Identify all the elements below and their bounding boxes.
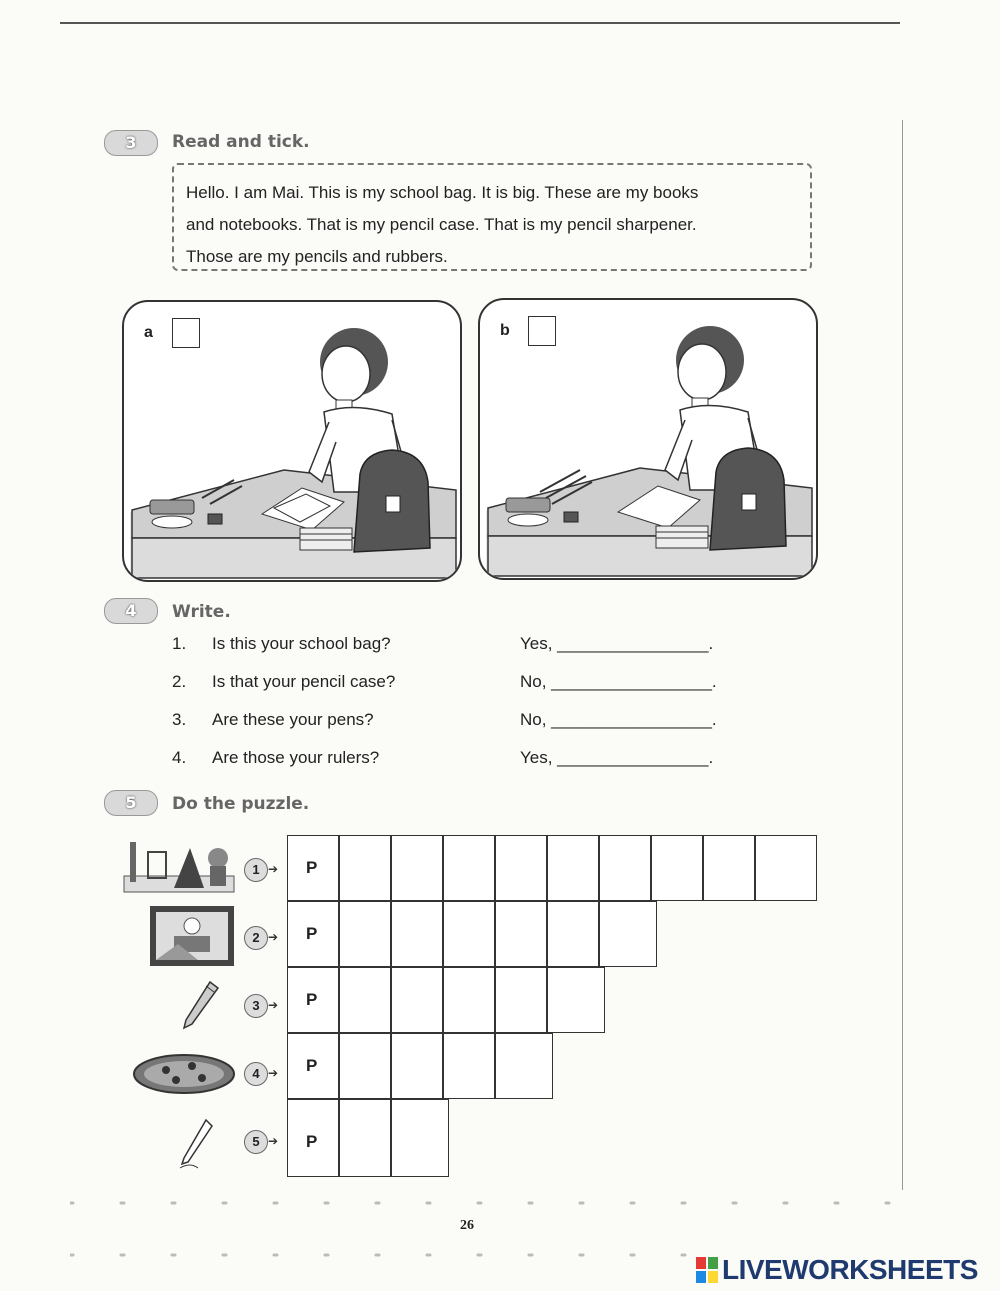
puzzle-cell[interactable] (599, 835, 651, 901)
question-number: 1. (172, 634, 187, 653)
dotted-border (70, 1200, 900, 1206)
row-number: 3 (244, 994, 268, 1018)
answer-blank[interactable]: No, _________________. (520, 710, 717, 729)
tick-box-b[interactable] (528, 316, 556, 346)
right-margin-rule (902, 120, 903, 1190)
pen-icon (176, 1118, 216, 1172)
logo-text: LIVEWORKSHEETS (722, 1254, 978, 1285)
question-number: 4. (172, 748, 187, 767)
puzzle-cell[interactable] (287, 1099, 339, 1177)
page-number: 26 (460, 1218, 474, 1233)
section-number-badge: 3 (104, 130, 158, 156)
puzzle-cell[interactable] (547, 967, 605, 1033)
question-row (172, 672, 717, 692)
row-number: 5 (244, 1130, 268, 1154)
section-title-write: Write. (172, 602, 231, 622)
puzzle-cell[interactable] (287, 967, 339, 1033)
passage-line: Those are my pencils and rubbers. (186, 247, 448, 266)
liveworksheets-logo (696, 1254, 978, 1286)
given-letter: P (306, 1132, 318, 1151)
puzzle-cell[interactable] (339, 1099, 391, 1177)
puzzle-cell[interactable] (443, 835, 495, 901)
question-row (172, 748, 714, 768)
puzzle-cell[interactable] (391, 967, 443, 1033)
question-text: Is this your school bag? (212, 634, 391, 653)
puzzle-cell[interactable] (339, 967, 391, 1033)
question-row (172, 634, 714, 654)
question-number: 3. (172, 710, 187, 729)
puzzle-cell[interactable] (443, 967, 495, 1033)
answer-blank[interactable]: Yes, ________________. (520, 634, 714, 653)
puzzle-cell[interactable] (287, 901, 339, 967)
option-letter: a (144, 324, 153, 341)
passage-line: and notebooks. That is my pencil case. That is my pencil sharpener. (186, 215, 697, 234)
row-number: 4 (244, 1062, 268, 1086)
puzzle-cell[interactable] (287, 835, 339, 901)
puzzle-cell[interactable] (703, 835, 755, 901)
puzzle-cell[interactable] (443, 901, 495, 967)
option-letter: b (500, 322, 510, 339)
given-letter: P (306, 990, 318, 1009)
question-text: Is that your pencil case? (212, 672, 396, 691)
arrow-right-icon: ➔ (268, 1134, 279, 1148)
reading-passage-box (172, 163, 812, 271)
answer-blank[interactable]: No, _________________. (520, 672, 717, 691)
puzzle-cell[interactable] (391, 1099, 449, 1177)
row-number: 1 (244, 858, 268, 882)
blocks-icon (696, 1257, 718, 1283)
puzzle-cell[interactable] (495, 1033, 553, 1099)
given-letter: P (306, 1056, 318, 1075)
question-text: Are these your pens? (212, 710, 374, 729)
puzzle-cell[interactable] (651, 835, 703, 901)
tick-box-a[interactable] (172, 318, 200, 348)
section-title-do-the-puzzle: Do the puzzle. (172, 794, 310, 814)
puzzle-cell[interactable] (443, 1033, 495, 1099)
passage-line: Hello. I am Mai. This is my school bag. It is big. These are my books (186, 183, 699, 202)
puzzle-cell[interactable] (339, 901, 391, 967)
question-row (172, 710, 717, 730)
puzzle-cell[interactable] (547, 901, 599, 967)
puzzle-cell[interactable] (339, 1033, 391, 1099)
puzzle-cell[interactable] (495, 901, 547, 967)
puzzle-cell[interactable] (599, 901, 657, 967)
arrow-right-icon: ➔ (268, 998, 279, 1012)
puzzle-cell[interactable] (339, 835, 391, 901)
given-letter: P (306, 924, 318, 943)
given-letter: P (306, 858, 318, 877)
pizza-icon (132, 1052, 236, 1096)
section-number-badge: 4 (104, 598, 158, 624)
puzzle-cell[interactable] (391, 1033, 443, 1099)
arrow-right-icon: ➔ (268, 862, 279, 876)
answer-blank[interactable]: Yes, ________________. (520, 748, 714, 767)
top-rule (60, 22, 900, 24)
row-number: 2 (244, 926, 268, 950)
puzzle-cell[interactable] (495, 835, 547, 901)
puzzle-cell[interactable] (495, 967, 547, 1033)
picture-icon (148, 904, 236, 968)
question-number: 2. (172, 672, 187, 691)
section-title-read-and-tick: Read and tick. (172, 132, 310, 152)
section-number-badge: 5 (104, 790, 158, 816)
puzzle-cell[interactable] (755, 835, 817, 901)
arrow-right-icon: ➔ (268, 1066, 279, 1080)
puzzle-cell[interactable] (547, 835, 599, 901)
picture-option-b (478, 298, 818, 580)
puzzle-cell[interactable] (391, 835, 443, 901)
puzzle-cell[interactable] (287, 1033, 339, 1099)
puzzle-cell[interactable] (391, 901, 443, 967)
question-text: Are those your rulers? (212, 748, 380, 767)
arrow-right-icon: ➔ (268, 930, 279, 944)
playground-icon (120, 828, 240, 898)
dotted-border (70, 1252, 690, 1258)
pencil-icon (180, 980, 220, 1032)
picture-option-a (122, 300, 462, 582)
